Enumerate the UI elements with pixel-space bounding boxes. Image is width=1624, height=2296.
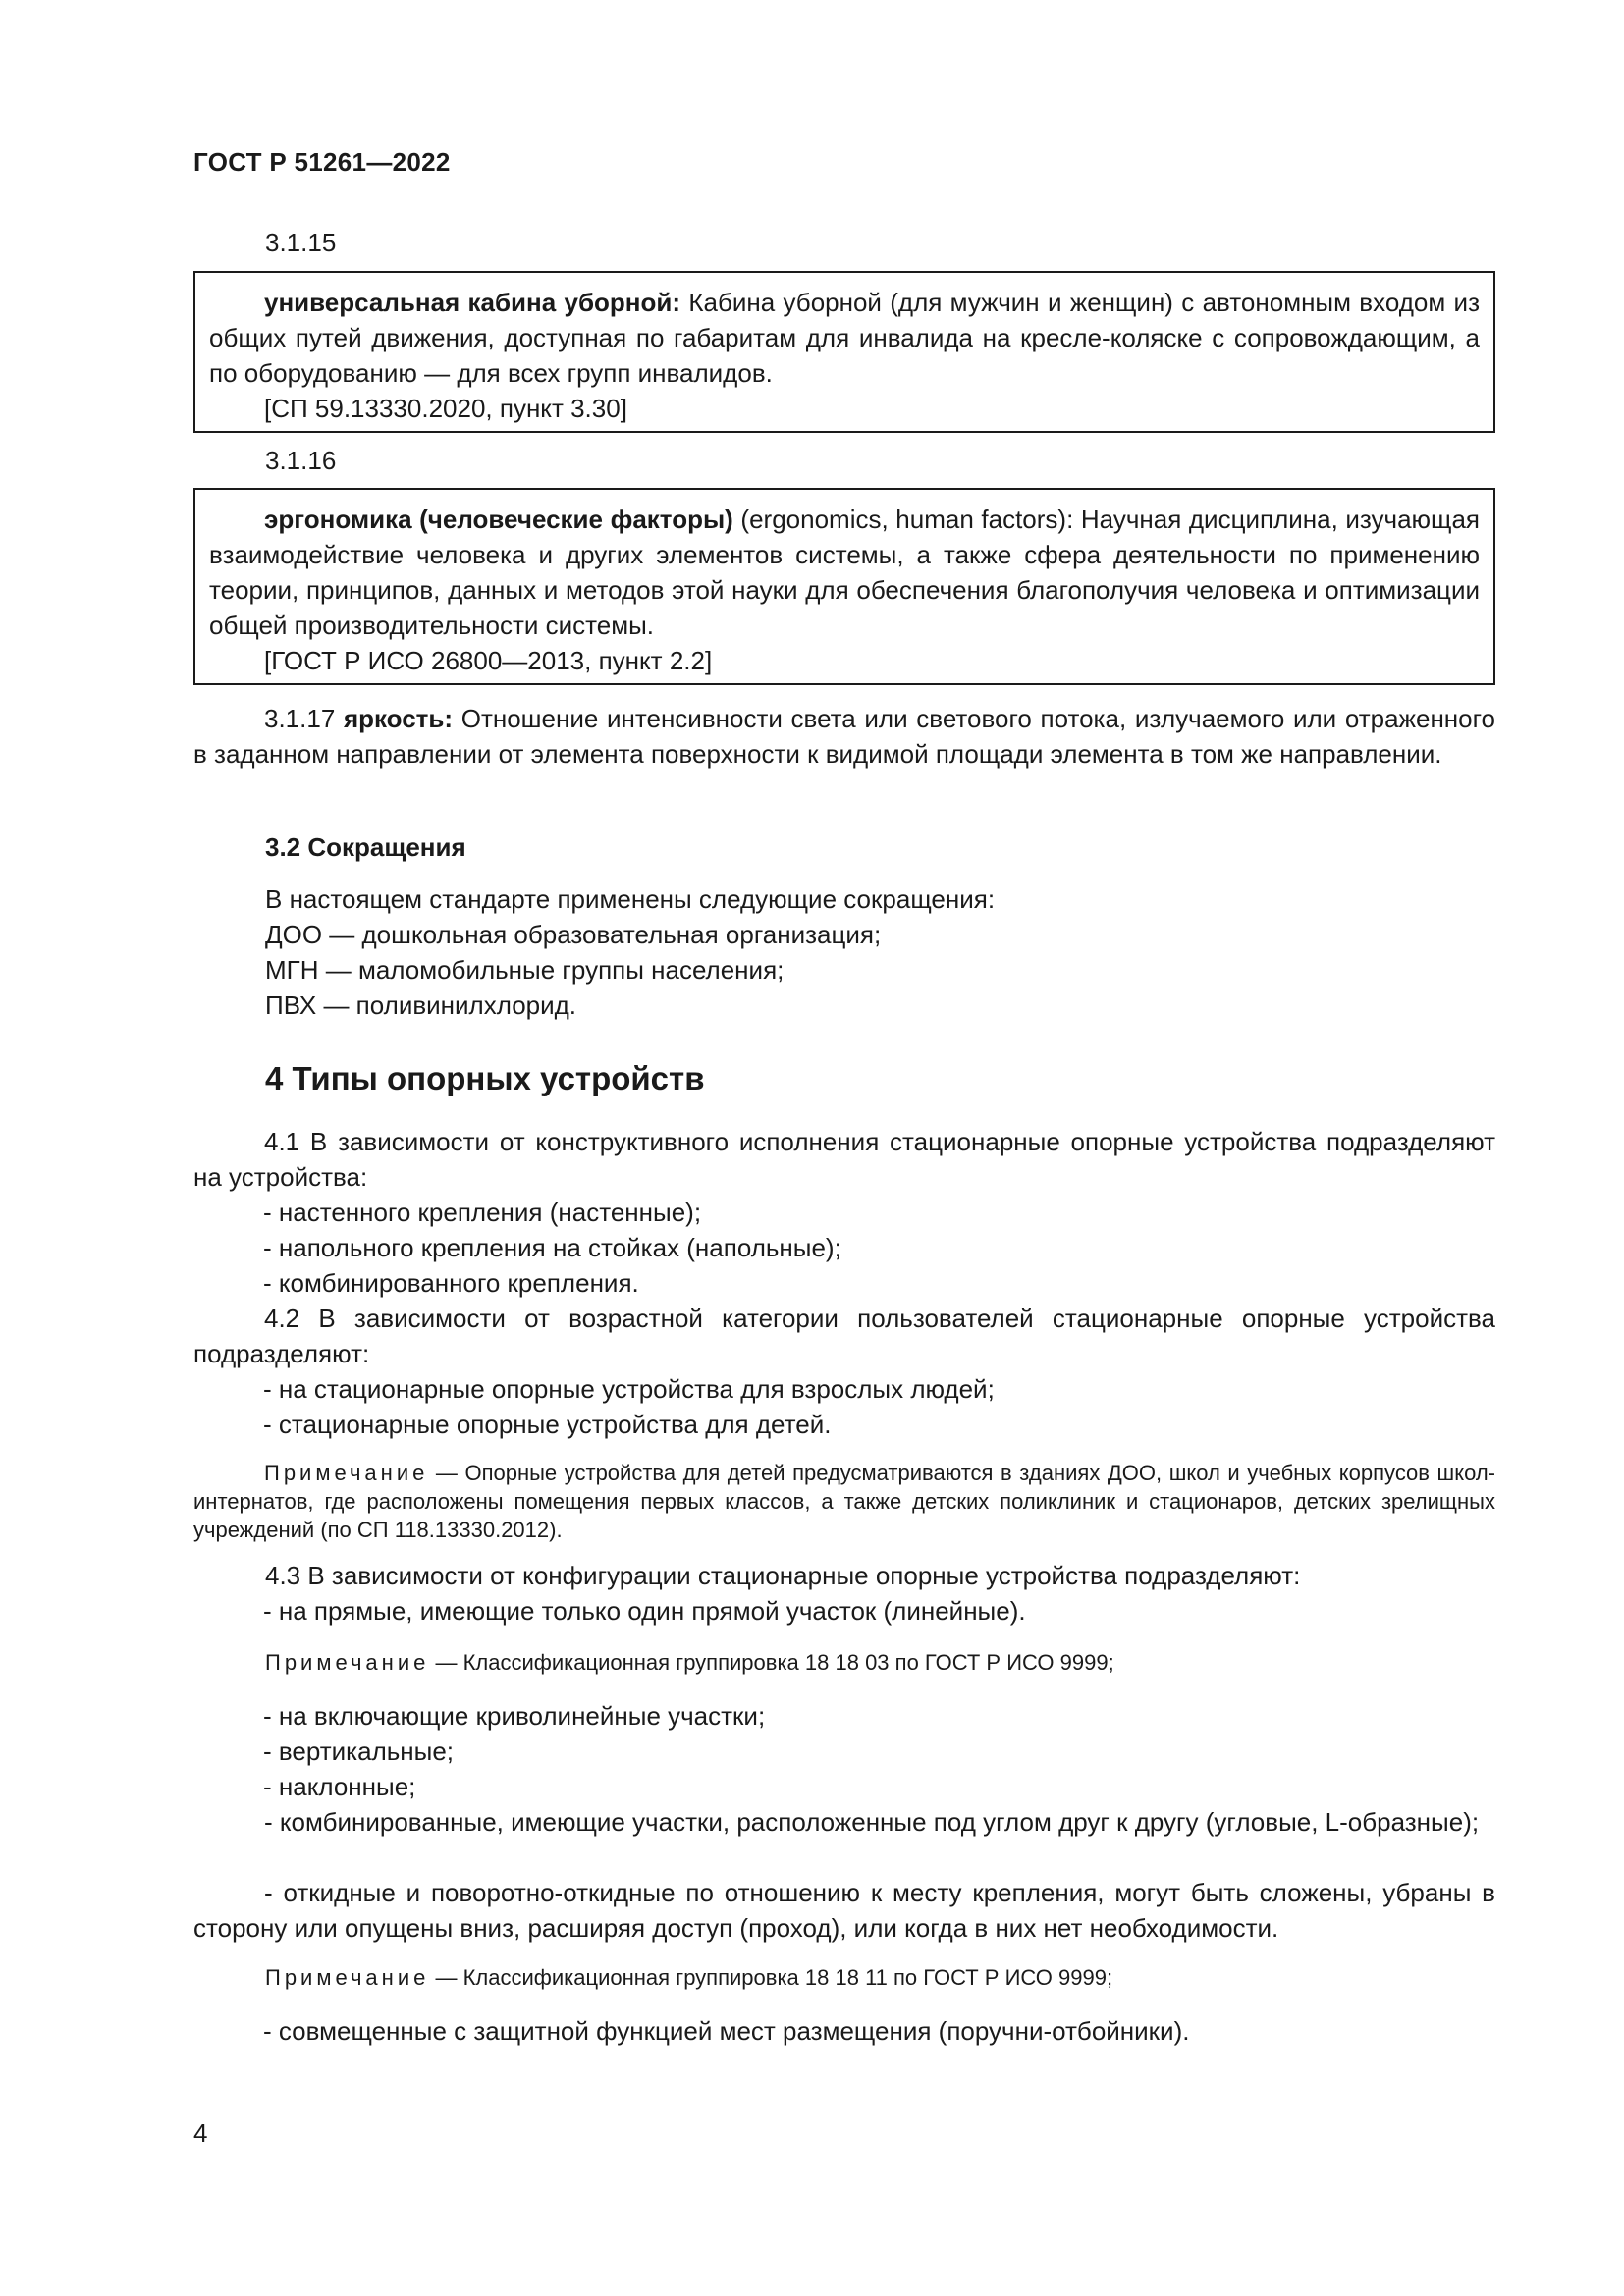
- list-item: - настенного крепления (настенные);: [263, 1198, 702, 1227]
- list-item: - вертикальные;: [263, 1736, 455, 1766]
- list-item: - комбинированного крепления.: [263, 1268, 639, 1298]
- term-box: [193, 488, 1495, 685]
- term-definition: эргономика (человеческие факторы) (ergonomics, human factors): Научная дисциплина, изучающая взаимодействие человека и других элементов системы, а также сфера деятельности по применению теории, принципов, данных и методов этой науки для обеспечения благополучия человека и оптимизации общей производительности системы.: [209, 505, 1480, 640]
- term-name: эргономика (человеческие факторы): [264, 505, 733, 534]
- list-item: ПВХ — поливинилхлорид.: [265, 990, 577, 1020]
- note-label: Примечание: [265, 1650, 430, 1675]
- document-header: ГОСТ Р 51261—2022: [193, 147, 451, 177]
- list-item: - на прямые, имеющие только один прямой участок (линейные).: [263, 1596, 1026, 1626]
- page-number: 4: [193, 2118, 208, 2148]
- list-item: - откидные и поворотно-откидные по отношению к месту крепления, могут быть сложены, убраны в сторону или опущены вниз, расширяя доступ (проход), или когда в них нет необходимости.: [193, 1878, 1495, 1943]
- term-source: [ГОСТ Р ИСО 26800—2013, пункт 2.2]: [264, 646, 713, 675]
- paragraph: 4.3 В зависимости от конфигурации стационарные опорные устройства подразделяют:: [265, 1561, 1301, 1590]
- list-item: ДОО — дошкольная образовательная организация;: [265, 920, 882, 949]
- term-name: универсальная кабина уборной:: [264, 288, 681, 317]
- term-box: [193, 271, 1495, 433]
- note-label: Примечание: [264, 1461, 429, 1485]
- chapter-heading: 4 Типы опорных устройств: [265, 1060, 705, 1096]
- term-source: [СП 59.13330.2020, пункт 3.30]: [264, 394, 627, 423]
- section-heading: 3.2 Сокращения: [265, 832, 466, 862]
- paragraph: В настоящем стандарте применены следующие сокращения:: [265, 884, 996, 914]
- note: Примечание — Классификационная группировка 18 18 11 по ГОСТ Р ИСО 9999;: [265, 1965, 1113, 1990]
- list-item: - стационарные опорные устройства для детей.: [263, 1410, 832, 1439]
- term-number: 3.1.15: [265, 228, 337, 257]
- term-number: 3.1.16: [265, 446, 337, 475]
- term-name: яркость:: [343, 704, 454, 733]
- list-item: - комбинированные, имеющие участки, расположенные под углом друг к другу (угловые, L-образные);: [264, 1807, 1480, 1837]
- paragraph: 4.2 В зависимости от возрастной категории пользователей стационарные опорные устройства подразделяют:: [193, 1304, 1495, 1368]
- list-item: МГН — маломобильные группы населения;: [265, 955, 785, 985]
- note-label: Примечание: [265, 1965, 430, 1990]
- list-item: - совмещенные с защитной функцией мест размещения (поручни-отбойники).: [263, 2016, 1190, 2046]
- list-item: - на включающие криволинейные участки;: [263, 1701, 766, 1731]
- list-item: - на стационарные опорные устройства для взрослых людей;: [263, 1374, 995, 1404]
- term-definition: универсальная кабина уборной: Кабина уборной (для мужчин и женщин) с автономным входом из общих путей движения, доступная по габаритам для инвалида на кресле-коляске с сопровождающим, а по оборудованию — для всех групп инвалидов.: [209, 288, 1480, 388]
- list-item: - напольного крепления на стойках (напольные);: [263, 1233, 841, 1262]
- term-paragraph: 3.1.17 яркость: Отношение интенсивности света или светового потока, излучаемого или отраженного в заданном направлении от элемента поверхности к видимой площади элемента в том же направлении.: [193, 704, 1495, 769]
- paragraph: 4.1 В зависимости от конструктивного исполнения стационарные опорные устройства подразделяют на устройства:: [193, 1127, 1495, 1192]
- list-item: - наклонные;: [263, 1772, 416, 1801]
- note: Примечание — Классификационная группировка 18 18 03 по ГОСТ Р ИСО 9999;: [265, 1650, 1114, 1675]
- note: Примечание — Опорные устройства для детей предусматриваются в зданиях ДОО, школ и учебных корпусов школ-интернатов, где расположены помещения первых классов, а также детских поликлиник и стационаров, детских зрелищных учреждений (по СП 118.13330.2012).: [193, 1461, 1495, 1542]
